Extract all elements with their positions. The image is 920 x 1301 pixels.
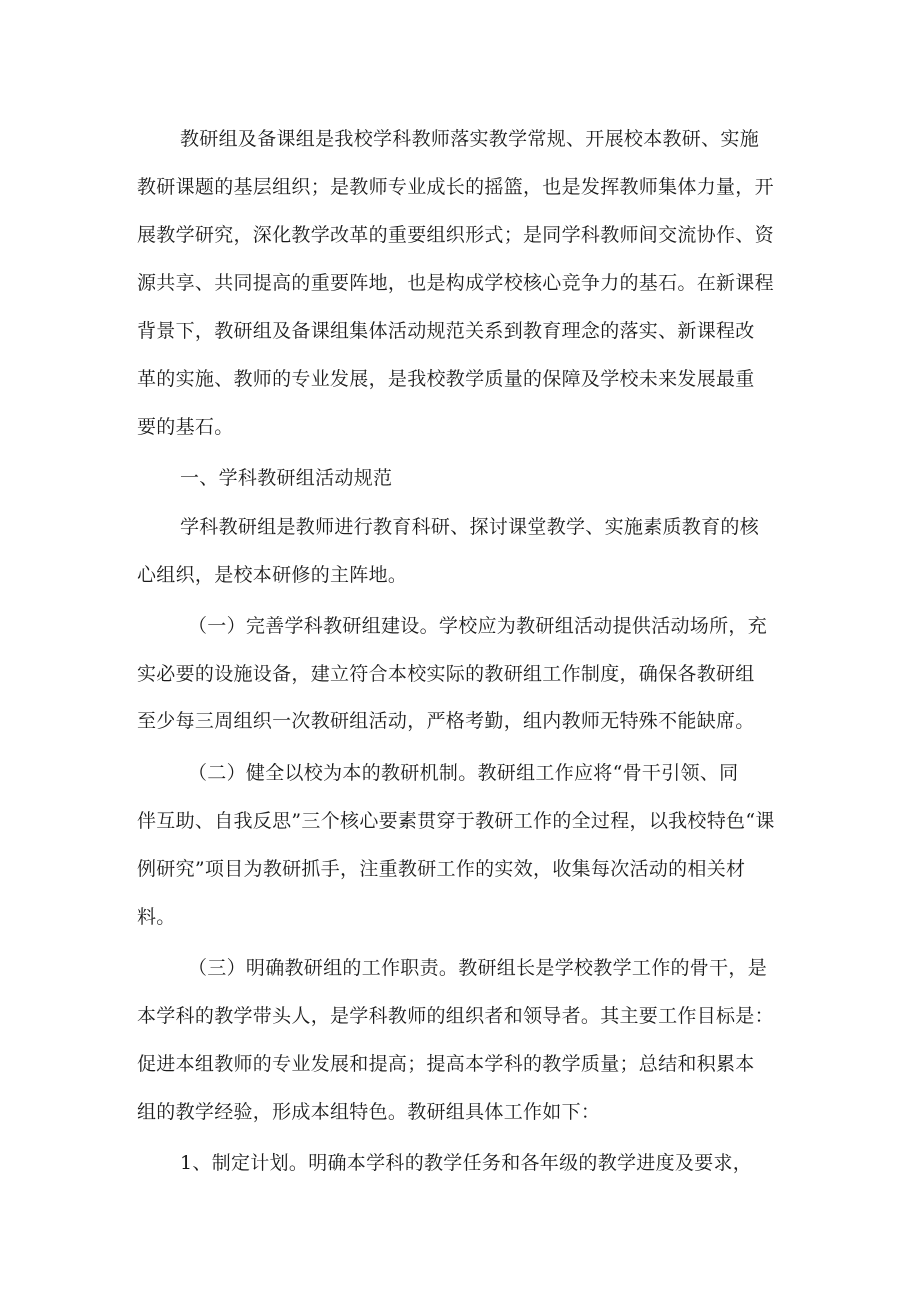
- paragraph-2-line-1: 学科教研组是教师进行教育科研、探讨课堂教学、实施素质教育的核: [180, 516, 760, 538]
- paragraph-5-line-3: 促进本组教师的专业发展和提高；提高本学科的教学质量；总结和积累本: [137, 1053, 755, 1075]
- paragraph-1-line-6: 革的实施、教师的专业发展，是我校教学质量的保障及学校未来发展最重: [137, 368, 755, 390]
- paragraph-4-line-3: 例研究”项目为教研抓手，注重教研工作的实效，收集每次活动的相关材: [137, 858, 746, 880]
- section-heading-1: 一、学科教研组活动规范: [180, 467, 393, 489]
- paragraph-1-line-5: 背景下，教研组及备课组集体活动规范关系到教育理念的落实、新课程改: [137, 320, 755, 342]
- paragraph-1-line-2: 教研课题的基层组织；是教师专业成长的摇篮，也是发挥教师集体力量，开: [137, 176, 774, 198]
- paragraph-3-line-1: （一）完善学科教研组建设。学校应为教研组活动提供活动场所，充: [188, 615, 768, 637]
- paragraph-3-line-2: 实必要的设施设备，建立符合本校实际的教研组工作制度，确保各教研组: [137, 663, 755, 685]
- paragraph-5-line-4: 组的教学经验，形成本组特色。教研组具体工作如下：: [137, 1101, 601, 1123]
- paragraph-5-line-1: （三）明确教研组的工作职责。教研组长是学校教学工作的骨干，是: [188, 957, 768, 979]
- paragraph-1-line-3: 展教学研究，深化教学改革的重要组织形式；是同学科教师间交流协作、资: [137, 224, 774, 246]
- paragraph-3-line-3: 至少每三周组织一次教研组活动，严格考勤，组内教师无特殊不能缺席。: [137, 710, 755, 732]
- paragraph-1-line-7: 要的基石。: [137, 416, 234, 438]
- paragraph-6-line-1: 1、制定计划。明确本学科的教学任务和各年级的教学进度及要求，: [180, 1152, 753, 1174]
- paragraph-4-line-4: 料。: [137, 906, 176, 928]
- paragraph-4-line-2: 伴互助、自我反思”三个核心要素贯穿于教研工作的全过程，以我校特色“课: [137, 810, 775, 832]
- paragraph-2-line-2: 心组织，是校本研修的主阵地。: [137, 564, 408, 586]
- paragraph-4-line-1: （二）健全以校为本的教研机制。教研组工作应将“骨干引领、同: [188, 762, 739, 784]
- paragraph-1-line-1: 教研组及备课组是我校学科教师落实教学常规、开展校本教研、实施: [180, 128, 760, 150]
- paragraph-1-line-4: 源共享、共同提高的重要阵地，也是构成学校核心竞争力的基石。在新课程: [137, 272, 774, 294]
- paragraph-5-line-2: 本学科的教学带头人，是学科教师的组织者和领导者。其主要工作目标是：: [137, 1005, 774, 1027]
